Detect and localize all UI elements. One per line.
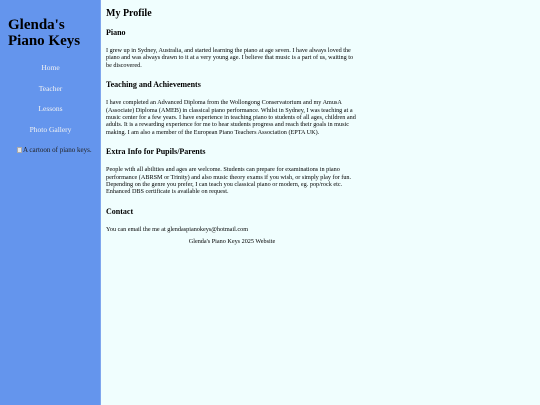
section-title-contact: Contact [106, 206, 134, 216]
nav-menu [0, 62, 101, 144]
section-text-teaching: I have completed an Advanced Diploma from the Wollongong Conservatorium and my AmusA (Associate) Diploma (AMEB) in classical piano performance. Whilst in Sydney, I was teaching at a music center for a few years. I have experience in teaching piano to students of all ages, children and adults. It is a rewarding experience for me to hear students progress and reach their goals in music making. I am also a member of the European Piano Teachers Association (EPTA UK). [106, 99, 356, 136]
nav-link-photo-gallery[interactable]: Photo Gallery [29, 124, 72, 134]
section-text-extra-info: People with all abilities and ages are welcome. Students can prepare for examinations in piano performance (ABRSM or Trinity) and also music theory exams if you wish, or simply play for fun. Depending on the genre you prefer, I can teach you classical piano or modern, eg. pop/rock etc. Enhanced DBS certificate is available on request. [106, 166, 352, 196]
site-title-line-2: Piano Keys [8, 33, 81, 49]
section-text-piano: I grew up in Sydney, Australia, and started learning the piano at age seven. I have always loved the piano and was always drawn to it at a very young age. I believe that music is a part of us, waiting to be discovered. [106, 47, 354, 69]
main-content [106, 8, 358, 257]
nav-item-photo-gallery[interactable] [0, 124, 101, 145]
nav-item-home[interactable] [0, 62, 101, 83]
nav-link-teacher[interactable]: Teacher [38, 83, 63, 93]
piano-keys-image [17, 146, 92, 155]
piano-keys-image-alt: A cartoon of piano keys. [23, 146, 92, 154]
nav-item-teacher[interactable] [0, 83, 101, 104]
page-title: My Profile [106, 8, 152, 19]
section-title-teaching: Teaching and Achievements [106, 80, 201, 90]
footer-text: Glenda's Piano Keys 2025 Website [188, 238, 276, 246]
section-title-extra-info: Extra Info for Pupils/Parents [106, 147, 206, 157]
nav-item-lessons[interactable] [0, 103, 101, 124]
broken-image-icon [17, 147, 22, 153]
site-title [8, 17, 80, 49]
sidebar [0, 0, 101, 405]
nav-link-home[interactable]: Home [41, 63, 60, 72]
section-title-piano: Piano [106, 28, 126, 37]
section-text-contact: You can email the me at glendaspianokeys@hotmail.com [106, 225, 249, 233]
nav-link-lessons[interactable]: Lessons [38, 104, 63, 113]
site-title-line-1: Glenda's [8, 17, 65, 33]
